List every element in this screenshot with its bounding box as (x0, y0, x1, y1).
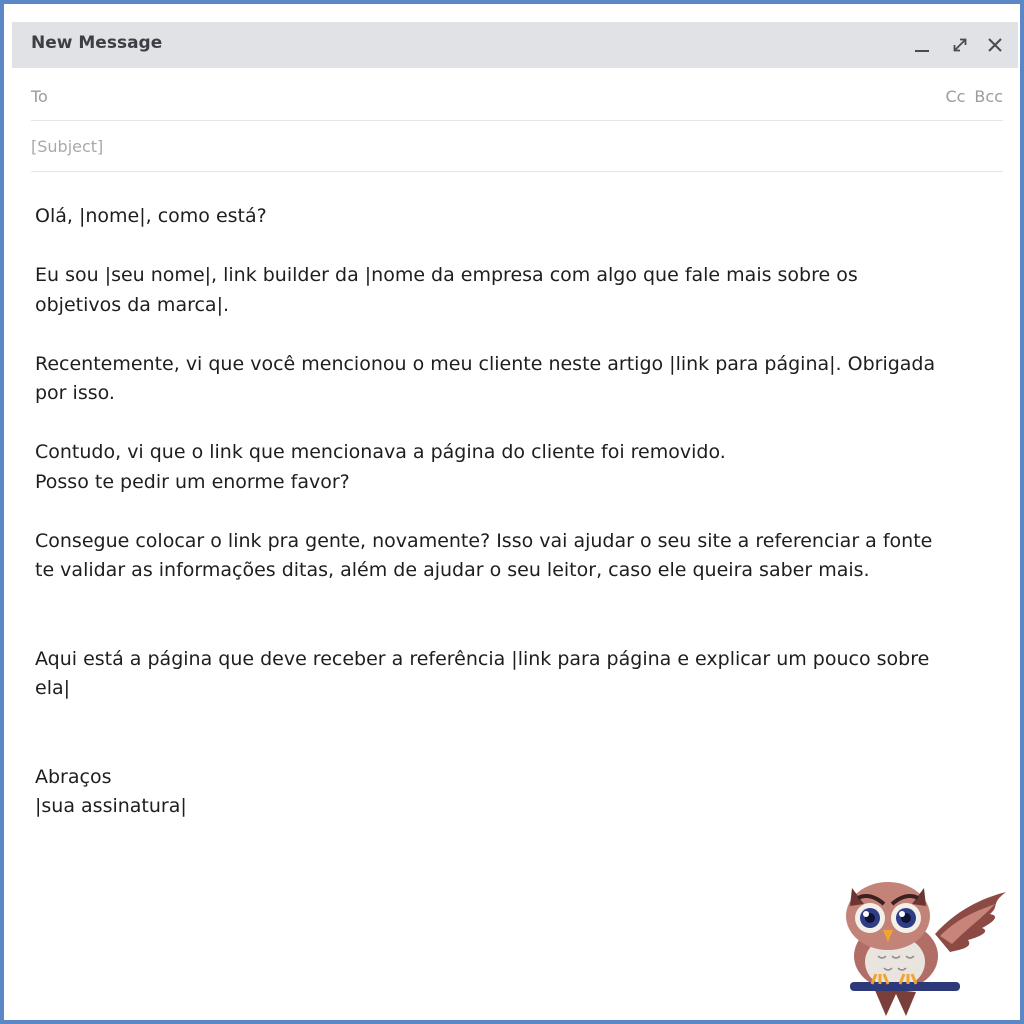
message-line: Posso te pedir um enorme favor? (35, 470, 350, 493)
message-line: Consegue colocar o link pra gente, novamente? Isso vai ajudar o seu site a referenciar a fonte (35, 529, 933, 552)
to-row (31, 70, 1003, 121)
minimize-icon (913, 36, 931, 54)
title-bar (12, 22, 1018, 68)
message-paragraph (35, 527, 997, 586)
message-line: |sua assinatura| (35, 795, 187, 817)
message-body[interactable] (35, 202, 997, 822)
expand-icon (951, 36, 969, 54)
message-line: Aqui está a página que deve receber a referência |link para página e explicar um pouco sobre (35, 647, 930, 670)
message-line: ela| (35, 677, 71, 699)
message-paragraph (35, 645, 997, 704)
minimize-button[interactable] (908, 31, 936, 59)
cc-link[interactable]: Cc (945, 87, 966, 106)
to-label: To (31, 87, 48, 106)
to-input[interactable] (65, 84, 885, 106)
message-paragraph (35, 350, 997, 409)
subject-input[interactable] (31, 135, 991, 157)
message-line: Olá, |nome|, como está? (35, 205, 267, 227)
close-icon (986, 36, 1004, 54)
message-line: te validar as informações ditas, além de ajudar o seu leitor, caso ele queira saber mais. (35, 559, 870, 581)
subject-row (31, 121, 1003, 172)
owl-illustration (840, 876, 1010, 1016)
expand-button[interactable] (946, 31, 974, 59)
message-line: por isso. (35, 382, 115, 404)
cc-bcc-links (936, 87, 1003, 106)
message-paragraph (35, 202, 997, 232)
message-paragraph (35, 763, 997, 822)
message-line: Contudo, vi que o link que mencionava a página do cliente foi removido. (35, 441, 726, 463)
message-line: Eu sou |seu nome|, link builder da |nome da empresa com algo que fale mais sobre os (35, 264, 858, 286)
close-button[interactable] (981, 31, 1009, 59)
message-paragraph (35, 438, 997, 497)
window-title: New Message (31, 33, 163, 53)
bcc-link[interactable]: Bcc (974, 87, 1003, 106)
message-paragraph (35, 261, 997, 320)
message-line: Recentemente, vi que você mencionou o meu cliente neste artigo |link para página|. Obrigada (35, 352, 936, 375)
message-line: Abraços (35, 765, 112, 788)
message-line: objetivos da marca|. (35, 293, 230, 316)
